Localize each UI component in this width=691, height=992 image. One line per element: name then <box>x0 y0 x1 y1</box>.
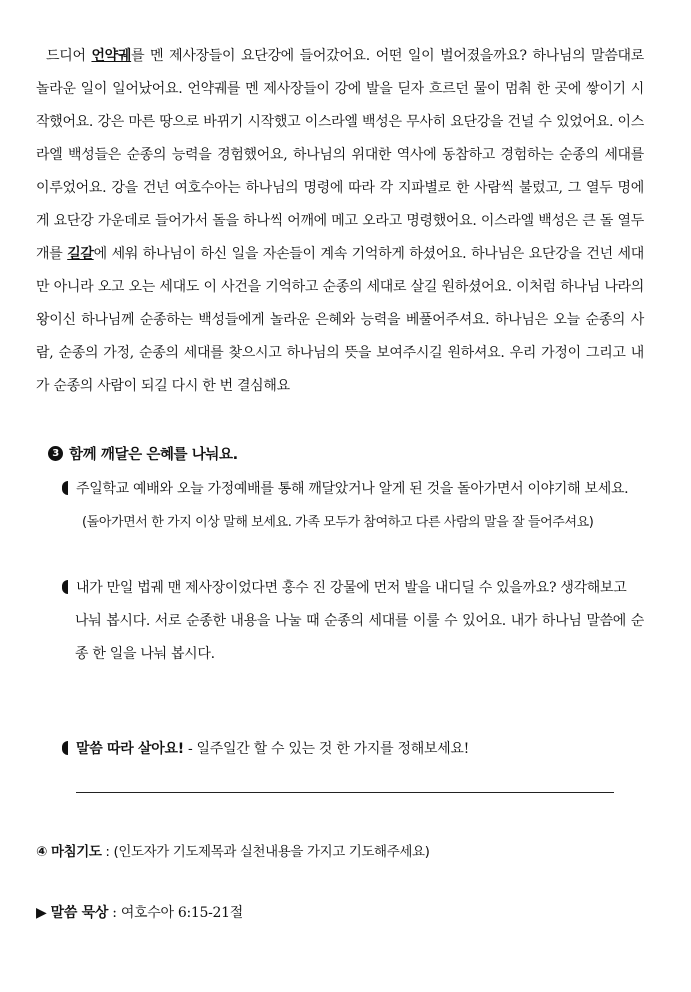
question-3-text: - 일주일간 할 수 있는 것 한 가지를 정해보세요! <box>183 741 469 757</box>
story-text-part: 에 세워 하나님이 하신 일을 자손들이 계속 기억하게 하셨어요. 하나님은 요단강을 건넌 세대만 아니라 오고 오는 세대도 이 사건을 기억하고 순종의 세대로 살길 원하셨어요. 이처럼 하나님 나라의 왕이신 하나님께 순종하는 백성들에게 놀라운 은혜와 능력을 베풀어주셔요. 하나님은 오늘 순종의 사람, 순종의 가정, 순종의 세대를 찾으시고 하나님의 뜻을 보여주시길 원하셔요. 우리 가정이 그리고 내가 순종의 사람이 되길 다시 한 번 결심해요 <box>36 246 644 394</box>
half-circle-bullet-icon <box>62 741 68 755</box>
closing-prayer <box>36 840 430 860</box>
scripture-meditation <box>36 902 243 922</box>
meditation-title: 말씀 묵상 <box>50 905 109 921</box>
question-1-text: 주일학교 예배와 오늘 가정예배를 통해 깨달았거나 알게 된 것을 돌아가면서 이야기해 보세요. <box>76 481 629 497</box>
question-1 <box>62 478 628 498</box>
question-2 <box>62 572 644 671</box>
question-1-note: (돌아가면서 한 가지 이상 말해 보세요. 가족 모두가 참여하고 다른 사람의 말을 잘 들어주셔요) <box>82 515 594 530</box>
number-badge-icon: 3 <box>48 446 63 461</box>
question-3-title: 말씀 따라 살아요! <box>76 741 184 757</box>
question-2-text-line1: 내가 만일 법궤 맨 제사장이었다면 홍수 진 강물에 먼저 발을 내디딜 수 있을까요? 생각해보고 <box>76 580 627 596</box>
question-3 <box>62 738 469 758</box>
story-text-part: 드디어 <box>46 48 92 64</box>
closing-desc: : (인도자가 기도제목과 실천내용을 가지고 기도해주세요) <box>101 844 430 860</box>
story-text-part: 를 멘 제사장들이 요단강에 들어갔어요. 어떤 일이 벌어졌을까요? 하나님의 말씀대로 놀라운 일이 일어났어요. 언약궤를 멘 제사장들이 강에 발을 딛자 흐르던 물이 멈춰 한 곳에 쌓이기 시작했어요. 강은 마른 땅으로 바뀌기 시작했고 이스라엘 백성은 무사히 요단강을 건널 수 있었어요. 이스라엘 백성들은 순종의 능력을 경험했어요, 하나님의 위대한 역사에 동참하고 경험하는 순종의 세대를 이루었어요. 강을 건넌 여호수아는 하나님의 명령에 따라 각 지파별로 한 사람씩 불렀고, 그 열두 명에게 요단강 가운데로 들어가서 돌을 하나씩 어깨에 메고 오라고 명령했어요. 이스라엘 백성은 큰 돌 열두 개를 <box>36 48 645 262</box>
answer-line <box>76 792 614 793</box>
question-2-text-line2: 나눠 봅시다. 서로 순종한 내용을 나눌 때 순종의 세대를 이룰 수 있어요. 내가 하나님 말씀에 순종 한 일을 나눠 봅시다. <box>75 613 644 662</box>
circled-four-icon: ④ <box>36 844 48 860</box>
half-circle-bullet-icon <box>62 580 68 594</box>
closing-title: 마침기도 <box>50 844 102 860</box>
half-circle-bullet-icon <box>62 481 68 495</box>
keyword-ark: 언약궤 <box>91 48 132 64</box>
keyword-gilgal: 길갈 <box>67 246 94 262</box>
triangle-arrow-icon: ▶ <box>36 905 47 921</box>
section-heading <box>48 443 238 464</box>
story-paragraph <box>36 40 644 403</box>
meditation-desc: : 여호수아 6:15-21절 <box>108 905 243 921</box>
story-text <box>36 40 644 403</box>
section-title: 함께 깨달은 은혜를 나눠요. <box>69 447 238 463</box>
